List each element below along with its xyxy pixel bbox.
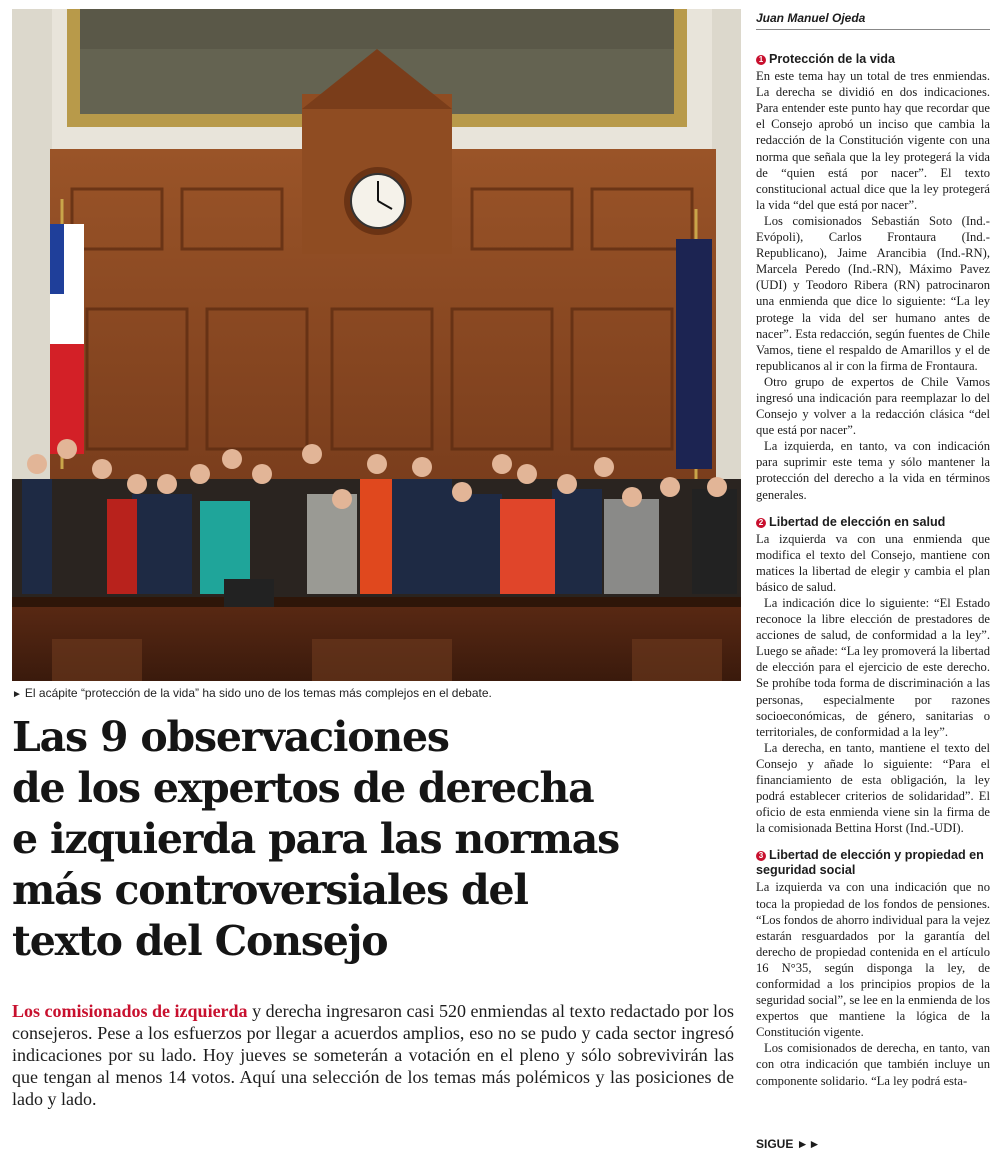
photo-caption: [12, 686, 741, 700]
byline: Juan Manuel Ojeda: [756, 8, 990, 30]
topic-title-text: Libertad de elección en salud: [769, 514, 946, 529]
topic-title-text: Protección de la vida: [769, 52, 895, 67]
photo-illustration: [12, 9, 741, 681]
topic-number-badge: 2: [756, 518, 766, 528]
topic-number-badge: 1: [756, 55, 766, 65]
topic-title: [756, 515, 990, 530]
topic-title: [756, 52, 990, 67]
topic-1: [756, 52, 990, 503]
lead-text: y derecha ingresaron casi 520 enmiendas al texto redactado por los consejeros. Pese a los esfuerzos por llegar a acuerdos amplios, eso no se pudo y cada sector ingresó indicaciones por su lado. Hoy jueves se someterán a votación en el pleno y sólo sobrevivirán las que tengan al menos 14 votos. Aquí una selección de los temas más polémicos y las posiciones de lado y lado.: [12, 1001, 734, 1109]
topic-paragraph: La izquierda va con una enmienda que modifica el texto del Consejo, mantiene con matices la libertad de elegir y cambia el plan básico de salud.: [756, 531, 990, 594]
headline-line: texto del Consejo: [12, 917, 388, 965]
topic-paragraph: Otro grupo de expertos de Chile Vamos ingresó una indicación para reemplazar lo del Consejo y volver a la redacción clásica “del que está por nacer”.: [756, 374, 990, 438]
topic-number-badge: 3: [756, 851, 766, 861]
continue-marker: SIGUE ►►: [756, 1137, 821, 1151]
sidebar-column: [756, 8, 990, 1158]
lead-highlight: Los comisionados de izquierda: [12, 1001, 248, 1021]
article-headline: [12, 712, 732, 967]
topic-3: [756, 848, 990, 1088]
topic-paragraph: En este tema hay un total de tres enmiendas. La derecha se dividió en dos indicaciones. Para entender este punto hay que recordar que el Consejo aprobó un inciso que cambia la redacción de la Constitución vigente con una norma que señala que la ley protegerá la vida de “quien está por nacer”. El texto constitucional actual dice que la ley protegerá la vida “del que está por nacer”.: [756, 69, 990, 212]
topic-title: [756, 848, 990, 878]
topic-paragraph: La indicación dice lo siguiente: “El Estado reconoce la libre elección de prestadores de acciones de salud, de conformidad a la ley”. Luego se añade: “La ley promoverá la libertad de elección para el ejercicio de este derecho. Se prohíbe toda forma de discriminación a las personas, especialmente por razones socioeconómicas, de género, sanitarias o territoriales, de conformidad a la ley”.: [756, 596, 990, 739]
topic-title-text: Libertad de elección y propiedad en seguridad social: [756, 848, 984, 878]
topic-paragraph: La izquierda va con una indicación que no toca la propiedad de los fondos de pensiones. “Los fondos de ahorro individual para la vejez estarán resguardados por la garantía del derecho de propiedad contenida en el artículo 16 N°35, según disponga la ley, de conformidad a los principios propios de la seguridad social”, se lee en la enmienda de los expertos que mantiene la lógica de la Constitución vigente.: [756, 880, 990, 1040]
headline-line: más controversiales del: [12, 866, 528, 914]
topic-paragraph: La izquierda, en tanto, va con indicación para suprimir este tema y sólo mantener la protección del derecho a la vida en términos generales.: [756, 439, 990, 502]
headline-line: de los expertos de derecha: [12, 764, 594, 812]
headline-line: Las 9 observaciones: [12, 713, 449, 761]
caption-triangle-icon: ►: [12, 689, 22, 700]
article-lead: [12, 1000, 734, 1110]
topic-2: [756, 515, 990, 837]
topic-paragraph: Los comisionados Sebastián Soto (Ind.-Evópoli), Carlos Frontaura (Ind.-Republicano), Jaime Arancibia (Ind.-RN), Marcela Peredo (Ind.-RN), Máximo Pavez (UDI) y Teodoro Ribera (RN) patrocinaron una enmienda que dice lo siguiente: “La ley protege la vida del ser humano antes de nacer”. Esta redacción, según fuentes de Chile Vamos, tiene el respaldo de Amarillos y el de republicanos al ir con la firma de Frontaura.: [756, 213, 990, 373]
headline-line: e izquierda para las normas: [12, 815, 620, 863]
topic-paragraph: Los comisionados de derecha, en tanto, van con otra indicación que también incluye un componente solidario. “La ley podrá esta-: [756, 1041, 990, 1088]
caption-text: El acápite “protección de la vida” ha sido uno de los temas más complejos en el debate.: [24, 686, 492, 700]
topic-paragraph: La derecha, en tanto, mantiene el texto del Consejo y añade lo siguiente: “Para el financiamiento de esta obligación, la ley podrá establecer criterios de solidaridad”. El oficio de esta enmienda viene sin la firma de la comisionada Bettina Horst (Ind.-UDI).: [756, 740, 990, 836]
news-photo: [12, 9, 741, 681]
